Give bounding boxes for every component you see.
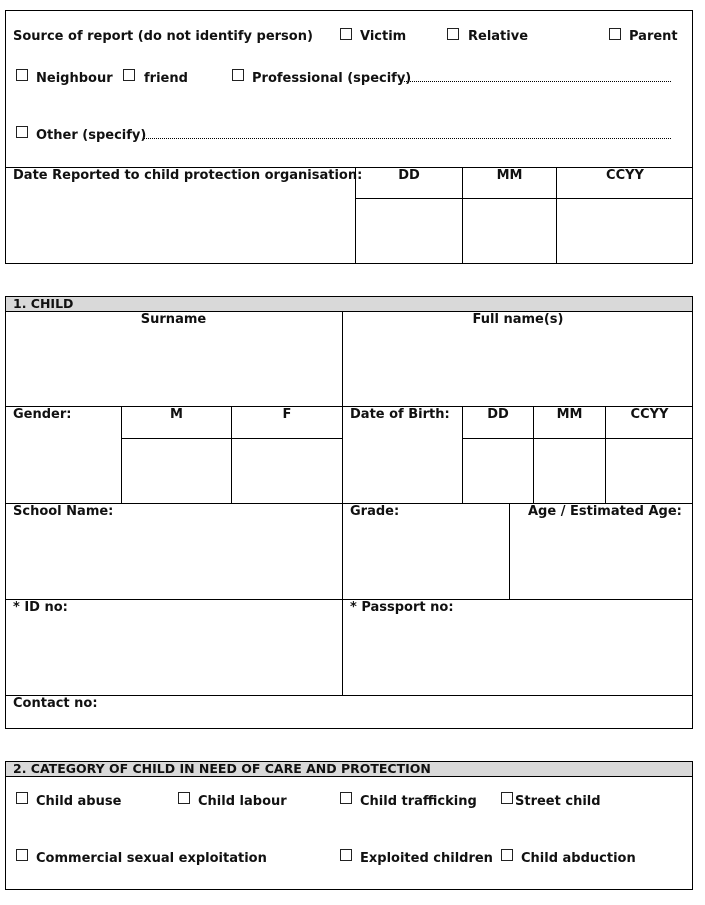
passport-no-label: * Passport no:	[350, 600, 454, 615]
school-name-label: School Name:	[13, 504, 114, 519]
divider	[5, 599, 693, 600]
other-checkbox[interactable]	[16, 126, 28, 138]
contact-no-label: Contact no:	[13, 696, 98, 711]
dob-dd-header: DD	[487, 407, 509, 422]
date-reported-mm-header: MM	[496, 168, 523, 183]
commercial-sexual-exploitation-label: Commercial sexual exploitation	[36, 851, 267, 866]
grade-label: Grade:	[350, 504, 400, 519]
other-label: Other (specify)	[36, 128, 147, 143]
gender-label: Gender:	[13, 407, 72, 422]
professional-specify-line[interactable]	[404, 81, 671, 82]
dob-label: Date of Birth:	[350, 407, 450, 422]
child-section-title: 1. CHILD	[13, 296, 74, 311]
divider	[121, 438, 342, 439]
exploited-children-label: Exploited children	[360, 851, 493, 866]
child-trafficking-checkbox[interactable]	[340, 792, 352, 804]
friend-checkbox[interactable]	[123, 69, 135, 81]
date-reported-mm-field[interactable]	[464, 200, 555, 262]
full-names-field[interactable]	[345, 330, 691, 404]
date-reported-label: Date Reported to child protection organisation:	[13, 168, 363, 183]
id-no-label: * ID no:	[13, 600, 68, 615]
friend-label: friend	[144, 71, 188, 86]
child-trafficking-label: Child trafficking	[360, 794, 477, 809]
dob-mm-header: MM	[556, 407, 583, 422]
child-abduction-label: Child abduction	[521, 851, 636, 866]
gender-f-header: F	[282, 407, 292, 422]
dob-mm-field[interactable]	[535, 440, 604, 501]
dob-ccyy-header: CCYY	[630, 407, 669, 422]
child-section-header	[5, 296, 693, 312]
surname-field[interactable]	[7, 330, 340, 404]
full-names-label: Full name(s)	[472, 312, 564, 327]
professional-label: Professional (specify)	[252, 71, 412, 86]
category-section-header	[5, 761, 693, 777]
child-labour-label: Child labour	[198, 794, 287, 809]
relative-label: Relative	[468, 29, 529, 44]
relative-checkbox[interactable]	[447, 28, 459, 40]
child-abduction-checkbox[interactable]	[501, 849, 513, 861]
child-abuse-label: Child abuse	[36, 794, 122, 809]
other-specify-line[interactable]	[144, 138, 671, 139]
date-reported-ccyy-field[interactable]	[558, 200, 692, 262]
neighbour-label: Neighbour	[36, 71, 113, 86]
gender-m-field[interactable]	[123, 440, 230, 501]
dob-ccyy-field[interactable]	[607, 440, 692, 501]
exploited-children-checkbox[interactable]	[340, 849, 352, 861]
date-reported-dd-header: DD	[398, 168, 420, 183]
divider	[509, 503, 510, 599]
neighbour-checkbox[interactable]	[16, 69, 28, 81]
parent-label: Parent	[629, 29, 678, 44]
parent-checkbox[interactable]	[609, 28, 621, 40]
category-section-title: 2. CATEGORY OF CHILD IN NEED OF CARE AND PROTECTION	[13, 761, 431, 776]
child-labour-checkbox[interactable]	[178, 792, 190, 804]
contact-no-field[interactable]	[100, 697, 690, 727]
passport-no-field[interactable]	[345, 618, 691, 693]
source-of-report-label: Source of report (do not identify person)	[13, 29, 313, 44]
child-abuse-checkbox[interactable]	[16, 792, 28, 804]
divider	[462, 438, 693, 439]
date-reported-dd-field[interactable]	[357, 200, 461, 262]
divider	[355, 198, 693, 199]
gender-f-field[interactable]	[233, 440, 341, 501]
dob-dd-field[interactable]	[464, 440, 532, 501]
school-name-field[interactable]	[7, 522, 340, 597]
divider	[5, 695, 693, 696]
grade-field[interactable]	[345, 522, 507, 597]
street-child-checkbox[interactable]	[501, 792, 513, 804]
age-label: Age / Estimated Age:	[528, 504, 682, 519]
gender-m-header: M	[170, 407, 183, 422]
date-reported-ccyy-header: CCYY	[606, 168, 644, 183]
professional-checkbox[interactable]	[232, 69, 244, 81]
id-no-field[interactable]	[7, 618, 340, 693]
victim-checkbox[interactable]	[340, 28, 352, 40]
victim-label: Victim	[360, 29, 407, 44]
surname-label: Surname	[140, 312, 207, 327]
age-field[interactable]	[512, 522, 691, 597]
commercial-sexual-exploitation-checkbox[interactable]	[16, 849, 28, 861]
street-child-label: Street child	[515, 794, 601, 809]
